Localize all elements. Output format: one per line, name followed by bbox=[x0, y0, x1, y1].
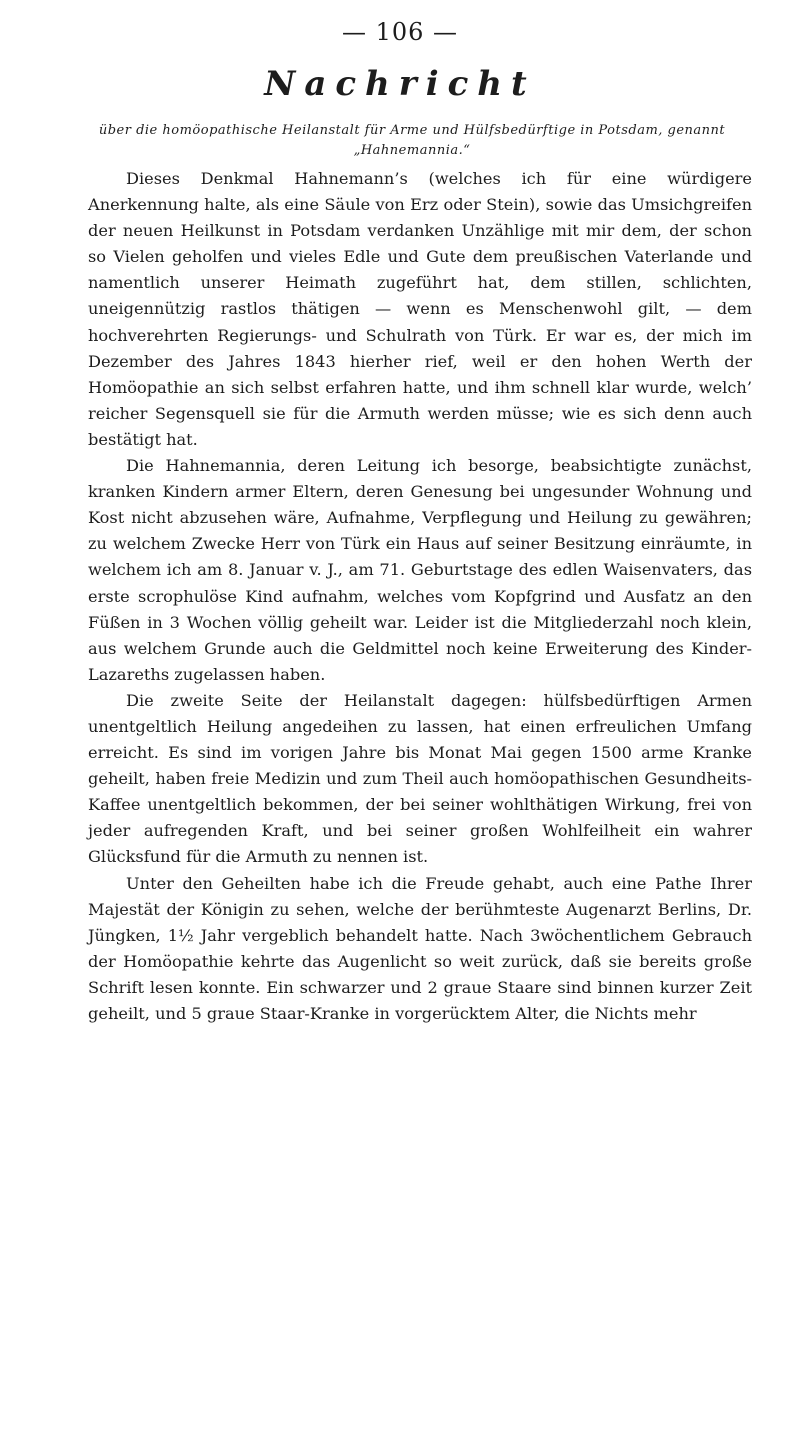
article-title: Nachricht bbox=[264, 64, 536, 104]
article-subtitle: über die homöopathische Heilanstalt für Arme und Hülfsbedürftige in Potsdam, genannt „Hahnemannia.“ bbox=[98, 123, 726, 158]
paragraph-dedication: Dieses Denkmal Hahnemann’s (welches ich für eine würdigere Anerkennung halte, als eine Säule von Erz oder Stein), sowie das Umsichgreifen der neuen Heilkunst in Potsdam verdanken Unzählige mit mir dem, der schon so Vielen geholfen und vieles Edle und Gute dem preußischen Vaterlande und namentlich unserer Heimath zugeführt hat, dem stillen, schlichten, uneigennützig rastlos thätigen — wenn es Menschenwohl gilt, — dem hochverehrten Regierungs- und Schulrath von Türk. Er war es, der mich im Dezember des Jahres 1843 hierher rief, weil er den hohen Werth der Homöopathie an sich selbst erfahren hatte, und ihm schnell klar wurde, welch’ reicher Segensquell sie für die Armuth werden müsse; wie es sich denn auch bestätigt hat. bbox=[88, 169, 752, 449]
paragraph-free-healing: Die zweite Seite der Heilanstalt dagegen: hülfsbedürftigen Armen unentgeltlich Heilung angedeihen zu lassen, hat einen erfreulichen Umfang erreicht. Es sind im vorigen Jahre bis Monat Mai gegen 1500 arme Kranke geheilt, haben freie Medizin und zum Theil auch homöopathischen Gesundheits-Kaffee unentgeltlich bekommen, der bei seiner wohlthätigen Wirkung, frei von jeder aufregenden Kraft, und bei seiner großen Wohlfeilheit ein wahrer Glücksfund für die Armuth zu nennen ist. bbox=[88, 690, 752, 867]
page-number: — 106 — bbox=[341, 18, 459, 46]
article-body bbox=[88, 166, 752, 1027]
paragraph-patients: Unter den Geheilten habe ich die Freude gehabt, auch eine Pathe Ihrer Majestät der Königin zu sehen, welche der berühmteste Augenarzt Berlins, Dr. Jüngken, 1½ Jahr vergeblich behandelt hatte. Nach 3wöchentlichem Gebrauch der Homöopathie kehrte das Augenlicht so weit zurück, daß sie bereits große Schrift lesen konnte. Ein schwarzer und 2 graue Staare sind binnen kurzer Zeit geheilt, und 5 graue Staar-Kranke in vorgerücktem Alter, die Nichts mehr bbox=[88, 873, 752, 1023]
paragraph-hahnemannia: Die Hahnemannia, deren Leitung ich besorge, beabsichtigte zunächst, kranken Kindern armer Eltern, deren Genesung bei ungesunder Wohnung und Kost nicht abzusehen wäre, Aufnahme, Verpflegung und Heilung zu gewähren; zu welchem Zwecke Herr von Türk ein Haus auf seiner Besitzung einräumte, in welchem ich am 8. Januar v. J., am 71. Geburtstage des edlen Waisenvaters, das erste scrophulöse Kind aufnahm, welches vom Kopfgrind und Ausfatz an den Füßen in 3 Wochen völlig geheilt war. Leider ist die Mitgliederzahl noch klein, aus welchem Grunde auch die Geldmittel noch keine Erweiterung des Kinder-Lazareths zugelassen haben. bbox=[88, 456, 752, 684]
